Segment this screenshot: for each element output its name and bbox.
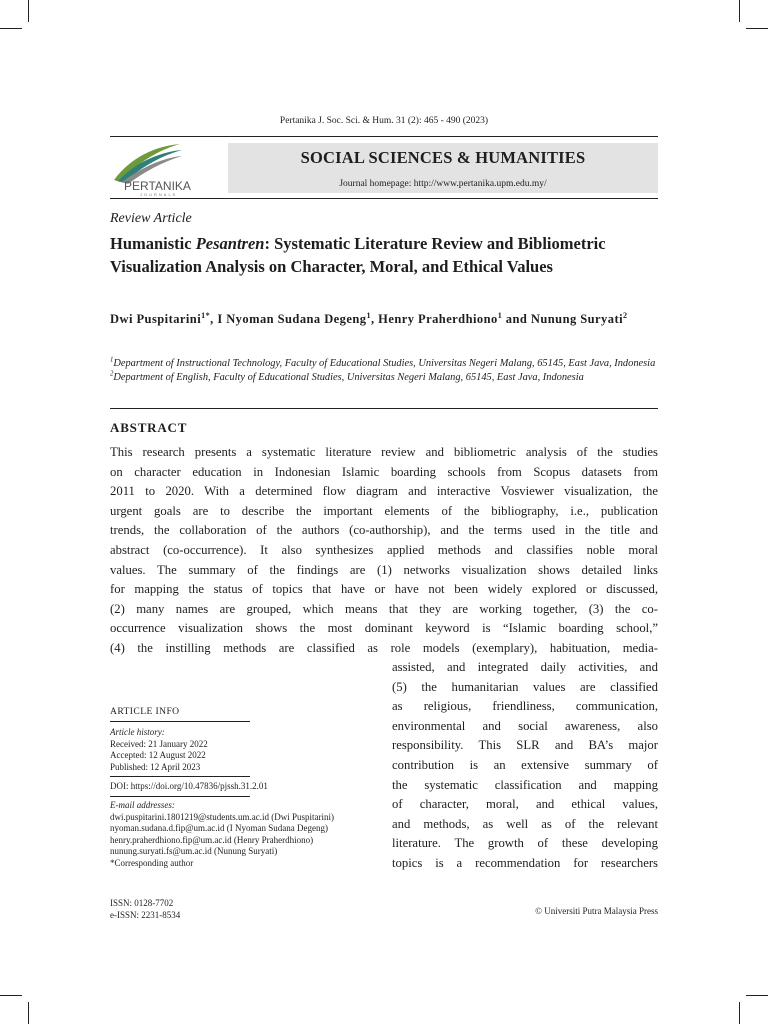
issn-block — [110, 898, 180, 921]
published-date: Published: 12 April 2023 — [110, 761, 201, 772]
email-addresses — [110, 800, 334, 869]
affiliation-rule — [110, 408, 658, 409]
article-history — [110, 727, 208, 773]
abstract-line: 2011 to 2020. With a determined flow diagram and interactive Vosviewer visualization, the — [110, 484, 658, 499]
abstract-line: occurrence visualization shows the most dominant keyword is “Islamic boarding school,” — [110, 621, 658, 636]
eissn: e-ISSN: 2231-8534 — [110, 909, 181, 920]
title-italic: Pesantren — [195, 234, 265, 253]
article-type: Review Article — [110, 211, 192, 226]
email-entry[interactable]: henry.praherdhiono.fip@um.ac.id (Henry Praherdhiono) — [110, 834, 314, 845]
abstract-line: on character education in Indonesian Islamic boarding schools from Scopus datasets from — [110, 464, 658, 479]
crop-mark-top-right-h — [746, 28, 768, 29]
abstract-line: urgent goals are to describe the important elements of the bibliography, i.e., publication — [110, 503, 658, 518]
crop-mark-bottom-left-v — [28, 1002, 29, 1024]
crop-mark-top-right-v — [739, 0, 740, 22]
author-name: I Nyoman Sudana Degeng — [217, 312, 367, 326]
history-rule — [110, 776, 250, 777]
abstract-line: values. The summary of the findings are (1) networks visualization shows detailed links — [110, 562, 658, 577]
author-sup: 1 — [366, 310, 371, 320]
affiliation-2: $^2$Department of English, Faculty of Educational Studies, Universitas Negeri Malang, 65145, East Java, Indonesia — [110, 370, 584, 383]
journal-citation: Pertanika J. Soc. Sci. & Hum. 31 (2): 465 - 490 (2023) — [279, 116, 489, 126]
abstract-line: assisted, and integrated daily activities, and — [392, 660, 658, 674]
history-label: Article history: — [110, 727, 165, 737]
logo-text: PERTANIKA — [124, 179, 191, 193]
abstract-heading: ABSTRACT — [110, 420, 188, 435]
doi-label: DOI: — [110, 781, 131, 791]
doi-rule — [110, 796, 250, 797]
author-list: Dwi Puspitarini$^{1*}$, I Nyoman Sudana Degeng$^1$, Henry Praherdhiono$^1$ and Nunung Suryati$^2$ — [110, 310, 628, 326]
title-part2: : Systematic Literature Review and Bibliometric Visualization Analysis on Character, Moral, and Ethical Values — [110, 234, 606, 276]
crop-mark-bottom-right-v — [739, 1002, 740, 1024]
header-bottom-rule — [110, 198, 658, 199]
accepted-date: Accepted: 12 August 2022 — [110, 750, 206, 760]
article-info-heading: ARTICLE INFO — [110, 706, 180, 717]
abstract-line: This research presents a systematic literature review and bibliometric analysis of the studies — [110, 445, 658, 459]
crop-mark-bottom-right-h — [746, 995, 768, 996]
abstract-line: (4) the instilling methods are classified as role models (exemplary), habituation, media- — [110, 640, 658, 655]
abstract-line: as religious, friendliness, communication, — [392, 699, 658, 714]
article-title — [110, 233, 660, 278]
doi-link[interactable]: https://doi.org/10.47836/pjssh.31.2.01 — [130, 781, 268, 791]
author-name: Henry Praherdhiono — [378, 312, 498, 326]
abstract-right-column — [392, 658, 658, 874]
abstract-line: environmental and social awareness, also — [392, 718, 658, 733]
header-top-rule — [110, 136, 658, 137]
pertanika-swoosh-icon — [110, 140, 215, 196]
crop-mark-top-left-v — [28, 0, 29, 22]
abstract-line: topics is a recommendation for researchers — [392, 855, 658, 870]
received-date: Received: 21 January 2022 — [110, 738, 208, 749]
email-entry[interactable]: nunung.suryati.fs@um.ac.id (Nunung Suryati) — [110, 846, 278, 856]
email-label: E-mail addresses: — [110, 800, 175, 810]
corresponding-author: *Corresponding author — [110, 857, 194, 868]
abstract-line: abstract (co-occurrence). It also synthesizes applied methods and classifies noble moral — [110, 542, 658, 557]
abstract-full-width — [110, 443, 658, 659]
journal-name: SOCIAL SCIENCES & HUMANITIES — [300, 148, 586, 167]
author-sup: 2 — [623, 310, 628, 320]
author-sup: 1* — [201, 310, 211, 320]
abstract-line: (2) many names are grouped, which means that they are working together, (3) the co- — [110, 601, 658, 616]
abstract-line: trends, the collaboration of the authors (co-authorship), and the terms used in the title and — [110, 523, 658, 538]
abstract-line: the systematic classification and mapping — [392, 777, 658, 792]
author-name: Nunung Suryati — [530, 312, 623, 326]
abstract-line: of character, moral, and ethical values, — [392, 797, 658, 812]
title-part1: Humanistic — [110, 234, 196, 253]
crop-mark-top-left-h — [0, 28, 22, 29]
abstract-line: literature. The growth of these developing — [392, 836, 658, 851]
doi-line — [110, 781, 268, 793]
issn: ISSN: 0128-7702 — [110, 898, 174, 908]
affiliation-1: $^1$Department of Instructional Technology, Faculty of Educational Studies, Universitas Negeri Malang, 65145, East Java, Indonesia — [110, 356, 656, 369]
article-info-rule — [110, 721, 250, 722]
pertanika-logo — [110, 140, 215, 196]
crop-mark-bottom-left-h — [0, 995, 22, 996]
journal-homepage[interactable]: Journal homepage: http://www.pertanika.upm.edu.my/ — [339, 179, 547, 189]
email-entry[interactable]: dwi.puspitarini.1801219@students.um.ac.id (Dwi Puspitarini) — [110, 811, 335, 822]
publisher-copyright: © Universiti Putra Malaysia Press — [535, 906, 658, 916]
logo-subtext: JOURNALS — [140, 192, 178, 196]
journal-banner — [228, 143, 658, 193]
author-name: Dwi Puspitarini — [110, 312, 202, 326]
author-sup: 1 — [497, 310, 503, 320]
email-entry[interactable]: nyoman.sudana.d.fip@um.ac.id (I Nyoman Sudana Degeng) — [110, 823, 328, 833]
affiliations — [110, 357, 660, 384]
abstract-line: (5) the humanitarian values are classified — [392, 679, 658, 694]
abstract-line: contribution is an extensive summary of — [392, 757, 658, 772]
abstract-line: and methods, as well as of the relevant — [392, 816, 658, 831]
abstract-line: responsibility. This SLR and BA’s major — [392, 738, 658, 753]
abstract-line: for mapping the status of topics that have or have not been widely explored or discussed, — [110, 582, 658, 597]
